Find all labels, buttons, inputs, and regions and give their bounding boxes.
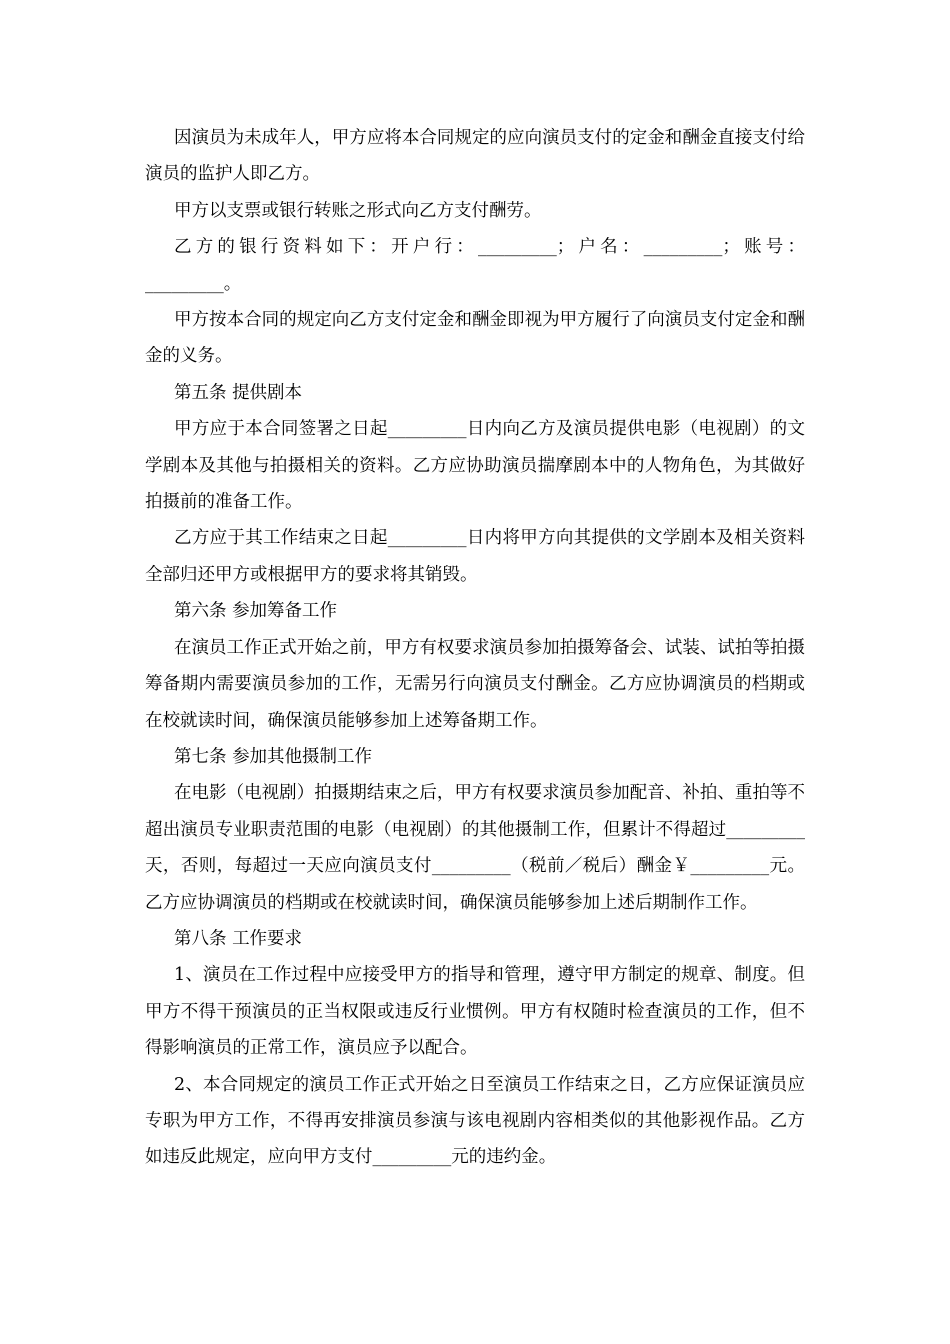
- heading-article-5: 第五条 提供剧本: [174, 382, 303, 403]
- paragraph-preparation-work: 在演员工作正式开始之前，甲方有权要求演员参加拍摄筹备会、试装、试拍等拍摄筹备期内需要演员参加的工作，无需另行向演员支付酬金。乙方应协调演员的档期或在校就读时间，确保演员能够参加上述筹备期工作。: [145, 637, 805, 731]
- heading-article-8: 第八条 工作要求: [174, 928, 303, 949]
- paragraph-payment-to-guardian: 因演员为未成年人，甲方应将本合同规定的应向演员支付的定金和酬金直接支付给演员的监护人即乙方。: [145, 128, 805, 185]
- paragraph-return-script: 乙方应于其工作结束之日起_________日内将甲方向其提供的文学剧本及相关资料全部归还甲方或根据甲方的要求将其销毁。: [145, 528, 805, 585]
- paragraph-post-production: 在电影（电视剧）拍摄期结束之后，甲方有权要求演员参加配音、补拍、重拍等不超出演员专业职责范围的电影（电视剧）的其他摄制工作，但累计不得超过_________天，否则，每超过一天应向演员支付_________（税前／税后）酬金￥_________元。乙方应协调演员的档期或在校就读时间，确保演员能够参加上述后期制作工作。: [145, 783, 805, 913]
- paragraph-requirement-2: 2、本合同规定的演员工作正式开始之日至演员工作结束之日，乙方应保证演员应专职为甲方工作，不得再安排演员参演与该电视剧内容相类似的其他影视作品。乙方如违反此规定，应向甲方支付_________元的违约金。: [145, 1074, 805, 1168]
- paragraph-bank-details: 乙方的银行资料如下：开户行：_________；户名：_________；账号：_________。: [145, 237, 805, 294]
- paragraph-payment-fulfilled: 甲方按本合同的规定向乙方支付定金和酬金即视为甲方履行了向演员支付定金和酬金的义务。: [145, 310, 805, 367]
- document-body: [145, 120, 805, 1176]
- paragraph-provide-script: 甲方应于本合同签署之日起_________日内向乙方及演员提供电影（电视剧）的文学剧本及其他与拍摄相关的资料。乙方应协助演员揣摩剧本中的人物角色，为其做好拍摄前的准备工作。: [145, 419, 805, 513]
- heading-article-7: 第七条 参加其他摄制工作: [174, 746, 373, 767]
- paragraph-requirement-1: 1、演员在工作过程中应接受甲方的指导和管理，遵守甲方制定的规章、制度。但甲方不得干预演员的正当权限或违反行业惯例。甲方有权随时检查演员的工作，但不得影响演员的正常工作，演员应予以配合。: [145, 965, 805, 1059]
- paragraph-payment-method: 甲方以支票或银行转账之形式向乙方支付酬劳。: [174, 200, 542, 221]
- heading-article-6: 第六条 参加筹备工作: [174, 601, 338, 622]
